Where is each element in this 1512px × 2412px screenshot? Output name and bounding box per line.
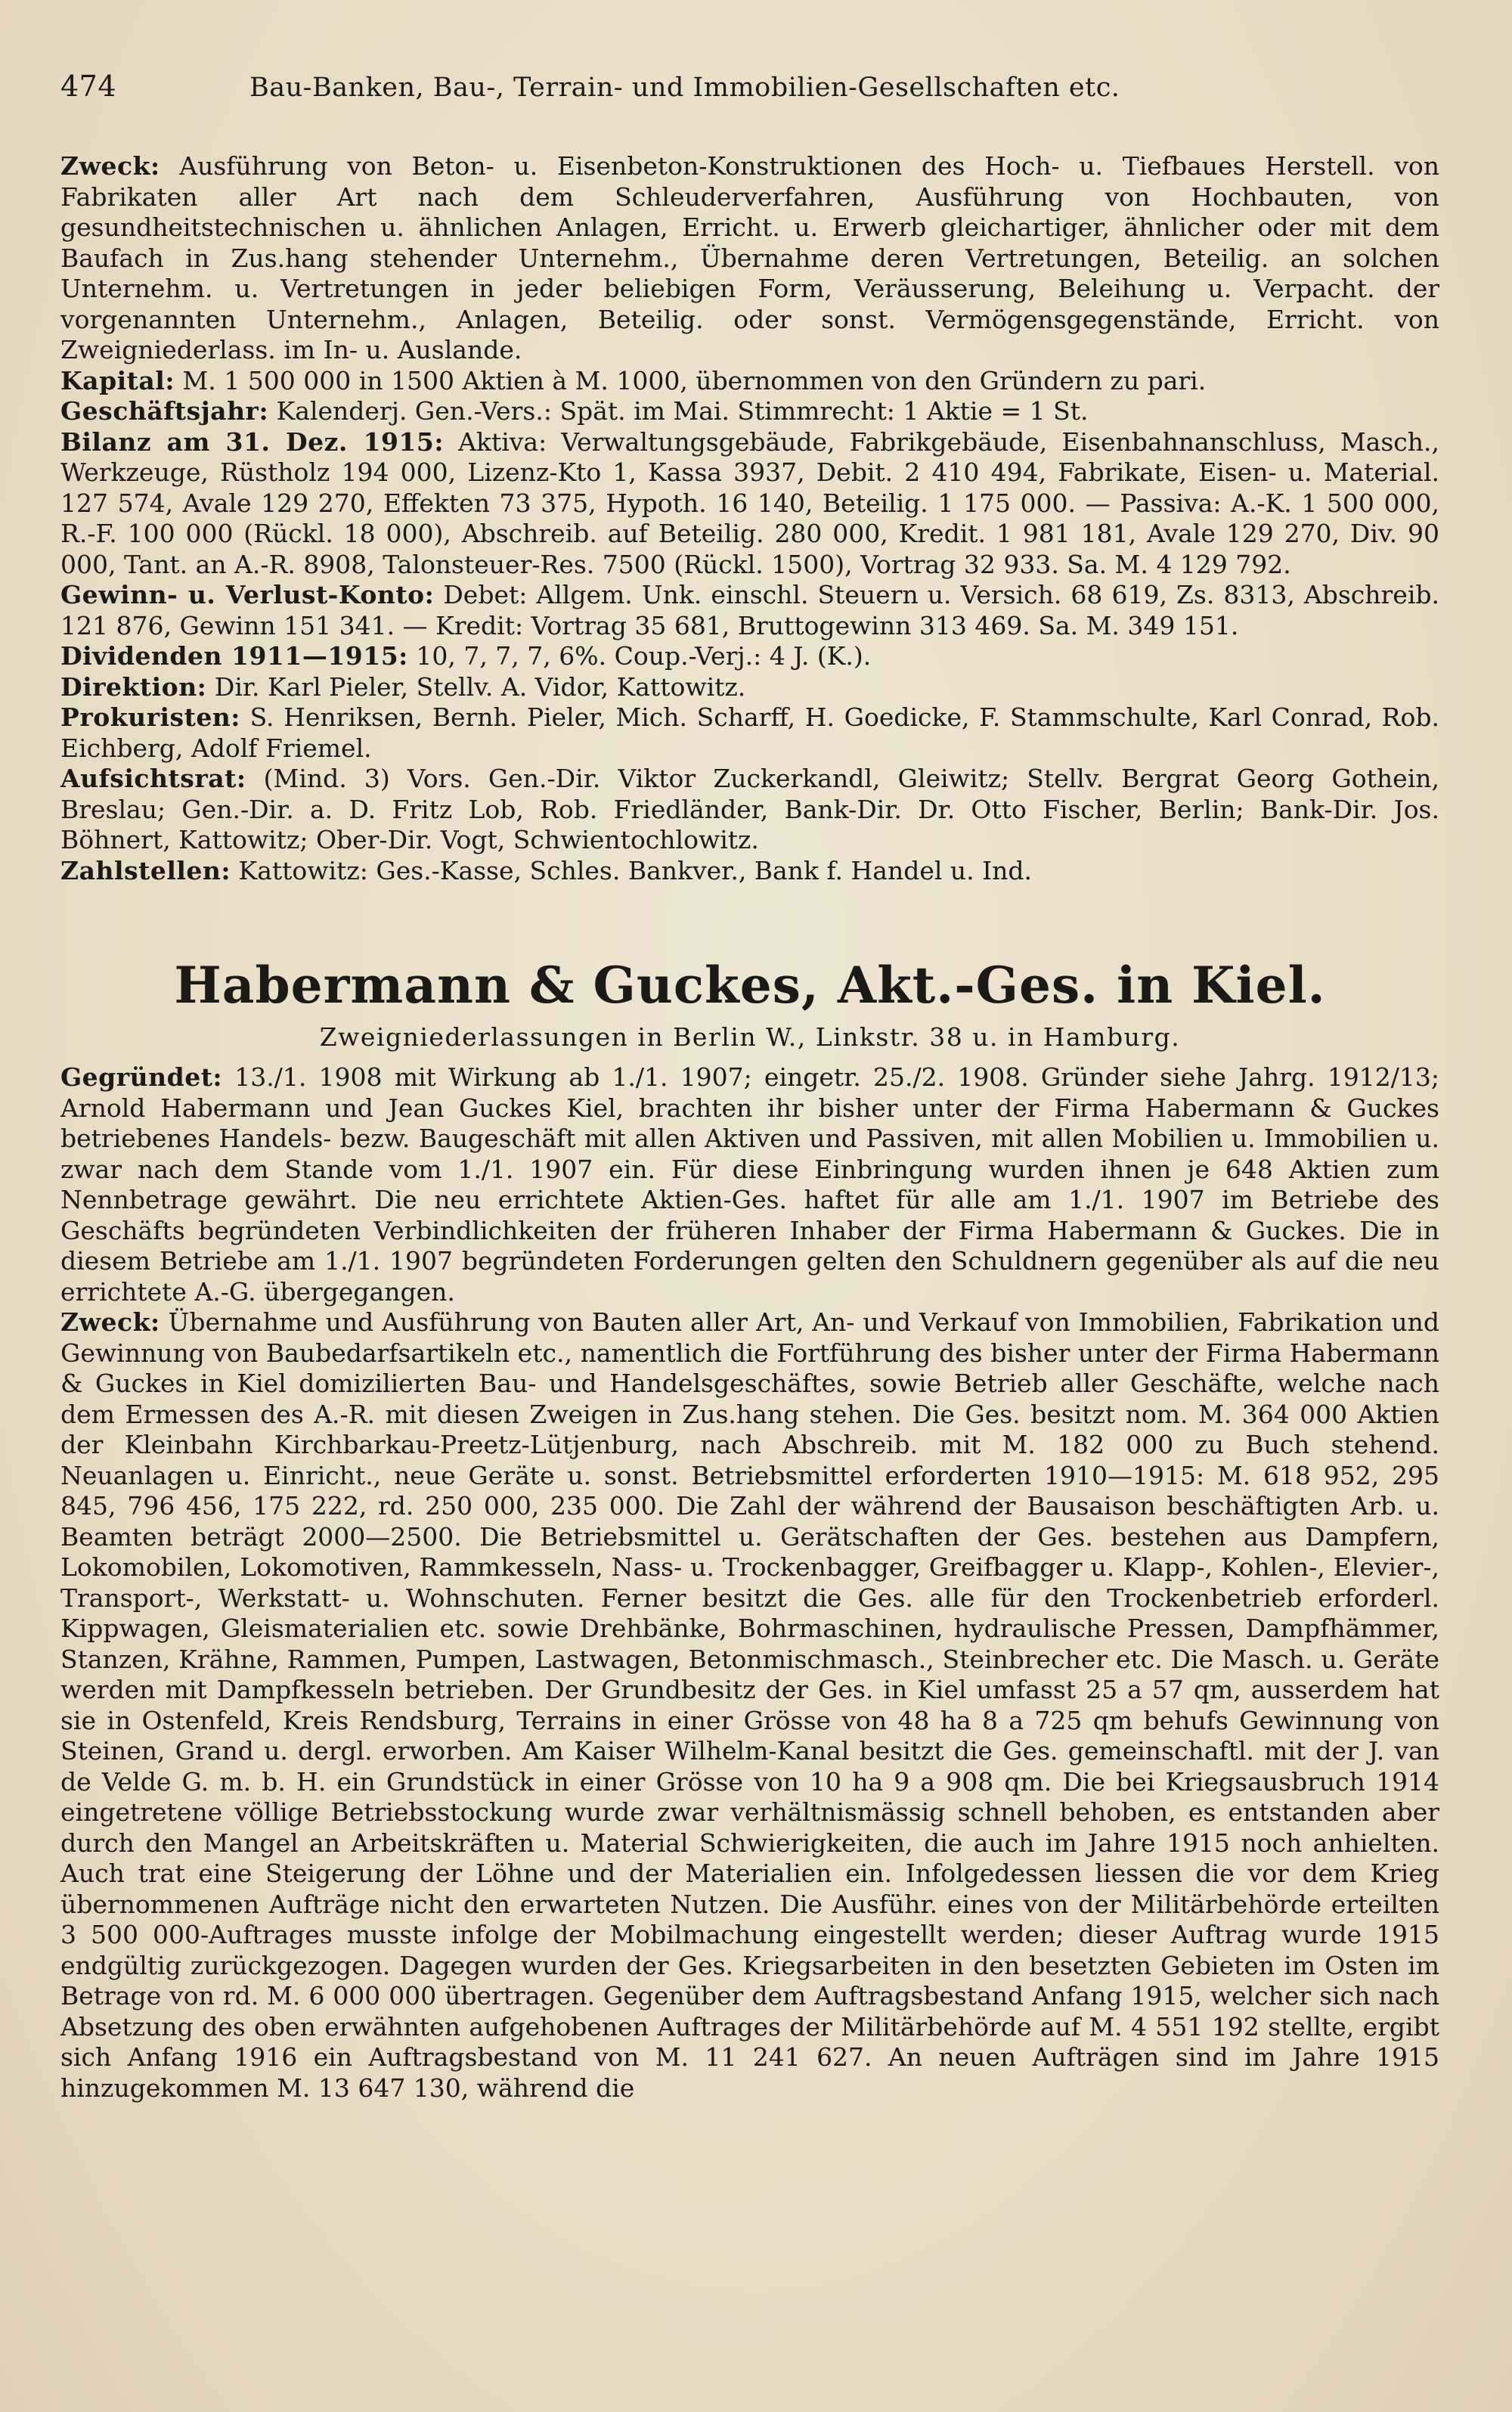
running-head [60,70,1439,115]
branches-subheading: Zweigniederlassungen in Berlin W., Linkstr. 38 u. in Hamburg. [319,1022,1181,1052]
field-label: Zahlstellen: [60,855,231,885]
field-text: (Mind. 3) Vors. Gen.-Dir. Viktor Zuckerkandl, Gleiwitz; Stellv. Bergrat Georg Gothein, Breslau; Gen.-Dir. a. D. Fritz Lob, Rob. Friedländer, Bank-Dir. Dr. Otto Fischer, Berlin; Bank-Dir. Jos. Böhnert, Kattowitz; Ober-Dir. Vogt, Schwientochlowitz. [60,764,1439,854]
field-text: Ausführung von Beton- u. Eisenbeton-Konstruktionen des Hoch- u. Tiefbaues Herstell. von Fabrikaten aller Art nach dem Schleuderverfahren, Ausführung von Hochbauten, von gesundheitstechnischen u. ähnlichen Anlagen, Erricht. u. Erwerb gleichartiger, ähnlicher oder mit dem Baufach in Zus.hang stehender Unternehm., Übernahme deren Vertretungen, Beteilig. an solchen Unternehm. u. Vertretungen in jeder beliebigen Form, Veräusserung, Beleihung u. Verpacht. der vorgenannten Unternehm., Anlagen, Beteilig. oder sonst. Vermögensgegenstände, Erricht. von Zweigniederlass. im In- u. Auslande. [60,151,1439,364]
field-label: Direktion: [60,671,207,702]
paragraph-kapital [60,366,1439,397]
field-text: Debet: Allgem. Unk. einschl. Steuern u. Versich. 68 619, Zs. 8313, Abschreib. 121 876, Gewinn 151 341. — Kredit: Vortrag 35 681, Bruttogewinn 313 469. Sa. M. 349 151. [60,580,1439,640]
field-label: Bilanz am 31. Dez. 1915: [60,426,445,457]
field-text: Kalenderj. Gen.-Vers.: Spät. im Mai. Stimmrecht: 1 Aktie = 1 St. [268,396,1089,426]
field-label: Zweck: [60,1307,160,1337]
paragraph-bilanz [60,427,1439,581]
header-title: Bau-Banken, Bau-, Terrain- und Immobilien-Gesellschaften etc. [249,73,1120,103]
field-label: Gegründet: [60,1062,223,1092]
field-text: 10, 7, 7, 7, 6%. Coup.-Verj.: 4 J. (K.). [407,641,872,671]
field-label: Geschäftsjahr: [60,396,269,426]
company-name-heading: Habermann & Guckes, Akt.-Ges. in Kiel. [174,956,1326,1015]
field-text: Übernahme und Ausführung von Bauten aller Art, An- und Verkauf von Immobilien, Fabrikation und Gewinnung von Baubedarfsartikeln etc., namentlich die Fortführung des bisher unter der Firma Habermann & Guckes in Kiel domizilierten Bau- und Handelsgeschäftes, sowie Betrieb aller Geschäfte, welche nach dem Ermessen des A.-R. mit diesen Zweigen in Zus.hang stehen. Die Ges. besitzt nom. M. 364 000 Aktien der Kleinbahn Kirchbarkau-Preetz-Lütjenburg, nach Abschreib. mit M. 182 000 zu Buch stehend. Neuanlagen u. Einricht., neue Geräte u. sonst. Betriebsmittel erforderten 1910—1915: M. 618 952, 295 845, 796 456, 175 222, rd. 250 000, 235 000. Die Zahl der während der Bausaison beschäftigten Arb. u. Beamten beträgt 2000—2500. Die Betriebsmittel u. Gerätschaften der Ges. bestehen aus Dampfern, Lokomobilen, Lokomotiven, Rammkesseln, Nass- u. Trockenbagger, Greifbagger u. Klapp-, Kohlen-, Elevier-, Transport-, Werkstatt- u. Wohnschuten. Ferner besitzt die Ges. alle für den Trockenbetrieb erforderl. Kippwagen, Gleismaterialien etc. sowie Drehbänke, Bohrmaschinen, hydraulische Pressen, Dampfhämmer, Stanzen, Krähne, Rammen, Pumpen, Lastwagen, Betonmischmasch., Steinbrecher etc. Die Masch. u. Geräte werden mit Dampfkesseln betrieben. Der Grundbesitz der Ges. in Kiel umfasst 25 a 57 qm, ausserdem hat sie in Ostenfeld, Kreis Rendsburg, Terrains in einer Grösse von 48 ha 8 a 725 qm behufs Gewinnung von Steinen, Grand u. dergl. erworben. Am Kaiser Wilhelm-Kanal besitzt die Ges. gemeinschaftl. mit der J. van de Velde G. m. b. H. ein Grundstück in einer Grösse von 10 ha 9 a 908 qm. Die bei Kriegsausbruch 1914 eingetretene völlige Betriebsstockung wurde zwar verhältnismässig schnell behoben, es entstanden aber durch den Mangel an Arbeitskräften u. Material Schwierigkeiten, die auch im Jahre 1915 noch anhielten. Auch trat eine Steigerung der Löhne und der Materialien ein. Infolgedessen liessen die vor dem Krieg übernommenen Aufträge nicht den erwarteten Nutzen. Die Ausführ. eines von der Militärbehörde erteilten 3 500 000-Auftrages musste infolge der Mobilmachung eingestellt werden; dieser Auftrag wurde 1915 endgültig zurückgezogen. Dagegen wurden der Ges. Kriegsarbeiten in den besetzten Gebieten im Osten im Betrage von rd. M. 6 000 000 übertragen. Gegenüber dem Auftragsbestand Anfang 1915, welcher sich nach Absetzung des oben erwähnten aufgehobenen Auftrages der Militärbehörde auf M. 4 551 192 stellte, ergibt sich Anfang 1916 ein Auftragsbestand von M. 11 241 627. An neuen Aufträgen sind im Jahre 1915 hinzugekommen M. 13 647 130, während die [60,1307,1439,2103]
paragraph-aufsichtsrat [60,764,1439,856]
paragraph-gegruendet [60,1062,1439,1307]
paragraph-zweck [60,151,1439,366]
field-text: Dir. Karl Pieler, Stellv. A. Vidor, Kattowitz. [206,671,746,702]
field-text: Aktiva: Verwaltungsgebäude, Fabrikgebäude, Eisenbahnanschluss, Masch., Werkzeuge, Rüstholz 194 000, Lizenz-Kto 1, Kassa 3937, Debit. 2 410 494, Fabrikate, Eisen- u. Material. 127 574, Avale 129 270, Effekten 73 375, Hypoth. 16 140, Beteilig. 1 175 000. — Passiva: A.-K. 1 500 000, R.-F. 100 000 (Rückl. 18 000), Abschreib. auf Beteilig. 280 000, Kredit. 1 981 181, Avale 129 270, Div. 90 000, Tant. an A.-R. 8908, Talonsteuer-Res. 7500 (Rückl. 1500), Vortrag 32 933. Sa. M. 4 129 792. [60,426,1439,579]
page-number: 474 [60,70,117,103]
company-entry-2 [60,956,1439,2104]
field-label: Kapital: [60,365,175,395]
paragraph-zahlstellen [60,856,1439,887]
field-text: 13./1. 1908 mit Wirkung ab 1./1. 1907; eingetr. 25./2. 1908. Gründer siehe Jahrg. 1912/13; Arnold Habermann und Jean Guckes Kiel, brachten ihr bisher unter der Firma Habermann & Guckes betriebenes Handels- bezw. Baugeschäft mit allen Aktiven und Passiven, mit allen Mobilien u. Immobilien u. zwar nach dem Stande vom 1./1. 1907 ein. Für diese Einbringung wurden ihnen je 648 Aktien zum Nennbetrage gewährt. Die neu errichtete Aktien-Ges. haftet für alle am 1./1. 1907 im Betriebe des Geschäfts begründeten Verbindlichkeiten der früheren Inhaber der Firma Habermann & Guckes. Die in diesem Betriebe am 1./1. 1907 begründeten Forderungen gelten den Schuldnern gegenüber als auf die neu errichtete A.-G. übergegangen. [60,1062,1439,1307]
field-text: S. Henriksen, Bernh. Pieler, Mich. Scharff, H. Goedicke, F. Stammschulte, Karl Conrad, Rob. Eichberg, Adolf Friemel. [60,702,1439,763]
paragraph-direktion [60,672,1439,703]
field-label: Gewinn- u. Verlust-Konto: [60,580,435,609]
paragraph-geschaeftsjahr [60,396,1439,427]
company-entry-1 [60,151,1439,886]
paragraph-zweck-2 [60,1307,1439,2104]
field-text: Kattowitz: Ges.-Kasse, Schles. Bankver., Bank f. Handel u. Ind. [231,855,1033,885]
paragraph-prokuristen [60,702,1439,764]
paragraph-dividenden [60,641,1439,672]
paragraph-gewinn-verlust [60,580,1439,641]
field-label: Dividenden 1911—1915: [60,641,408,671]
field-text: M. 1 500 000 in 1500 Aktien à M. 1000, übernommen von den Gründern zu pari. [175,365,1207,395]
field-label: Zweck: [60,151,160,181]
field-label: Aufsichtsrat: [60,764,246,793]
field-label: Prokuristen: [60,702,240,732]
